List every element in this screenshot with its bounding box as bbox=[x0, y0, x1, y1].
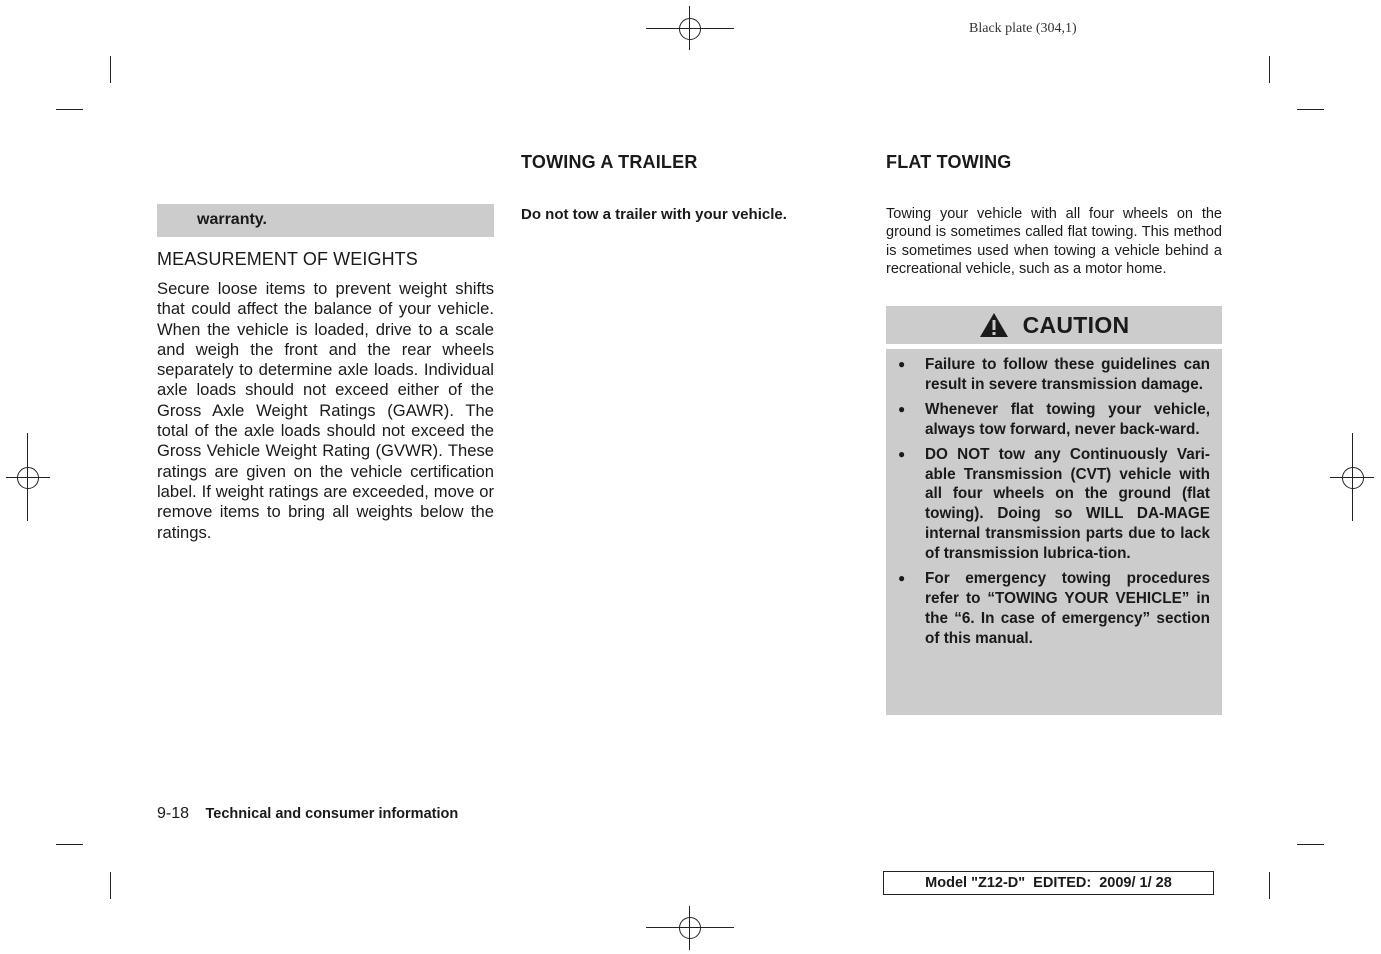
caution-item bbox=[898, 445, 1210, 564]
registration-mark-bottom bbox=[679, 917, 701, 939]
measurement-subheading: MEASUREMENT OF WEIGHTS bbox=[157, 249, 418, 269]
bullet-icon: ● bbox=[898, 357, 906, 371]
warning-triangle-icon bbox=[979, 312, 1009, 338]
registration-mark-top bbox=[679, 18, 701, 40]
flat-towing-heading: FLAT TOWING bbox=[886, 152, 1012, 172]
bullet-icon: ● bbox=[898, 571, 906, 586]
section-title: Technical and consumer information bbox=[205, 806, 459, 822]
caution-body bbox=[886, 349, 1222, 715]
model-edited-box bbox=[883, 871, 1214, 895]
registration-mark-left bbox=[17, 467, 39, 489]
caution-item bbox=[898, 400, 1210, 440]
measurement-paragraph: Secure loose items to prevent weight shifts that could affect the balance of your vehicle. When the vehicle is loaded, drive to a scale and weigh the front and the rear wheels separately to determine axle loads. Individual axle loads should not exceed either of the Gross Axle Weight Ratings (GAWR). The total of the axle loads should not exceed the Gross Vehicle Weight Rating (GVWR). These ratings are given on the vehicle certification label. If weight ratings are exceeded, move or remove items to bring all weights below the ratings. bbox=[157, 279, 494, 542]
bullet-icon: ● bbox=[898, 446, 906, 461]
warranty-bar: warranty. bbox=[157, 204, 494, 237]
caution-title: CAUTION bbox=[1022, 311, 1130, 338]
flat-towing-paragraph: Towing your vehicle with all four wheels on the ground is sometimes called flat towing. This method is sometimes used when towing a vehicle behind a recreational vehicle, such as a motor home. bbox=[886, 206, 1222, 277]
towing-trailer-statement: Do not tow a trailer with your vehicle. bbox=[521, 206, 787, 223]
caution-item bbox=[898, 355, 1210, 395]
page-footer bbox=[157, 805, 458, 823]
caution-item-text: For emergency towing procedures refer to “TOWING YOUR VEHICLE” in the “6. In case of emergency” section of this manual. bbox=[925, 570, 1210, 647]
page-number: 9-18 bbox=[157, 805, 190, 822]
registration-mark-right bbox=[1342, 467, 1364, 489]
plate-label: Black plate (304,1) bbox=[969, 21, 1077, 36]
towing-trailer-heading: TOWING A TRAILER bbox=[521, 152, 698, 172]
bullet-icon: ● bbox=[898, 401, 906, 416]
caution-header bbox=[886, 306, 1222, 344]
model-line: Model "Z12-D" EDITED: 2009/ 1/ 28 bbox=[925, 875, 1172, 891]
caution-item-text: DO NOT tow any Continuously Vari-able Transmission (CVT) vehicle with all four wheels on the ground (flat towing). Doing so WILL DA-MAGE internal transmission parts due to lack of transmission lubrica-tion. bbox=[925, 445, 1210, 563]
caution-item-text: Whenever flat towing your vehicle, always tow forward, never back-ward. bbox=[925, 400, 1210, 438]
caution-item bbox=[898, 569, 1210, 649]
caution-item-text: Failure to follow these guidelines can result in severe transmission damage. bbox=[925, 356, 1210, 393]
